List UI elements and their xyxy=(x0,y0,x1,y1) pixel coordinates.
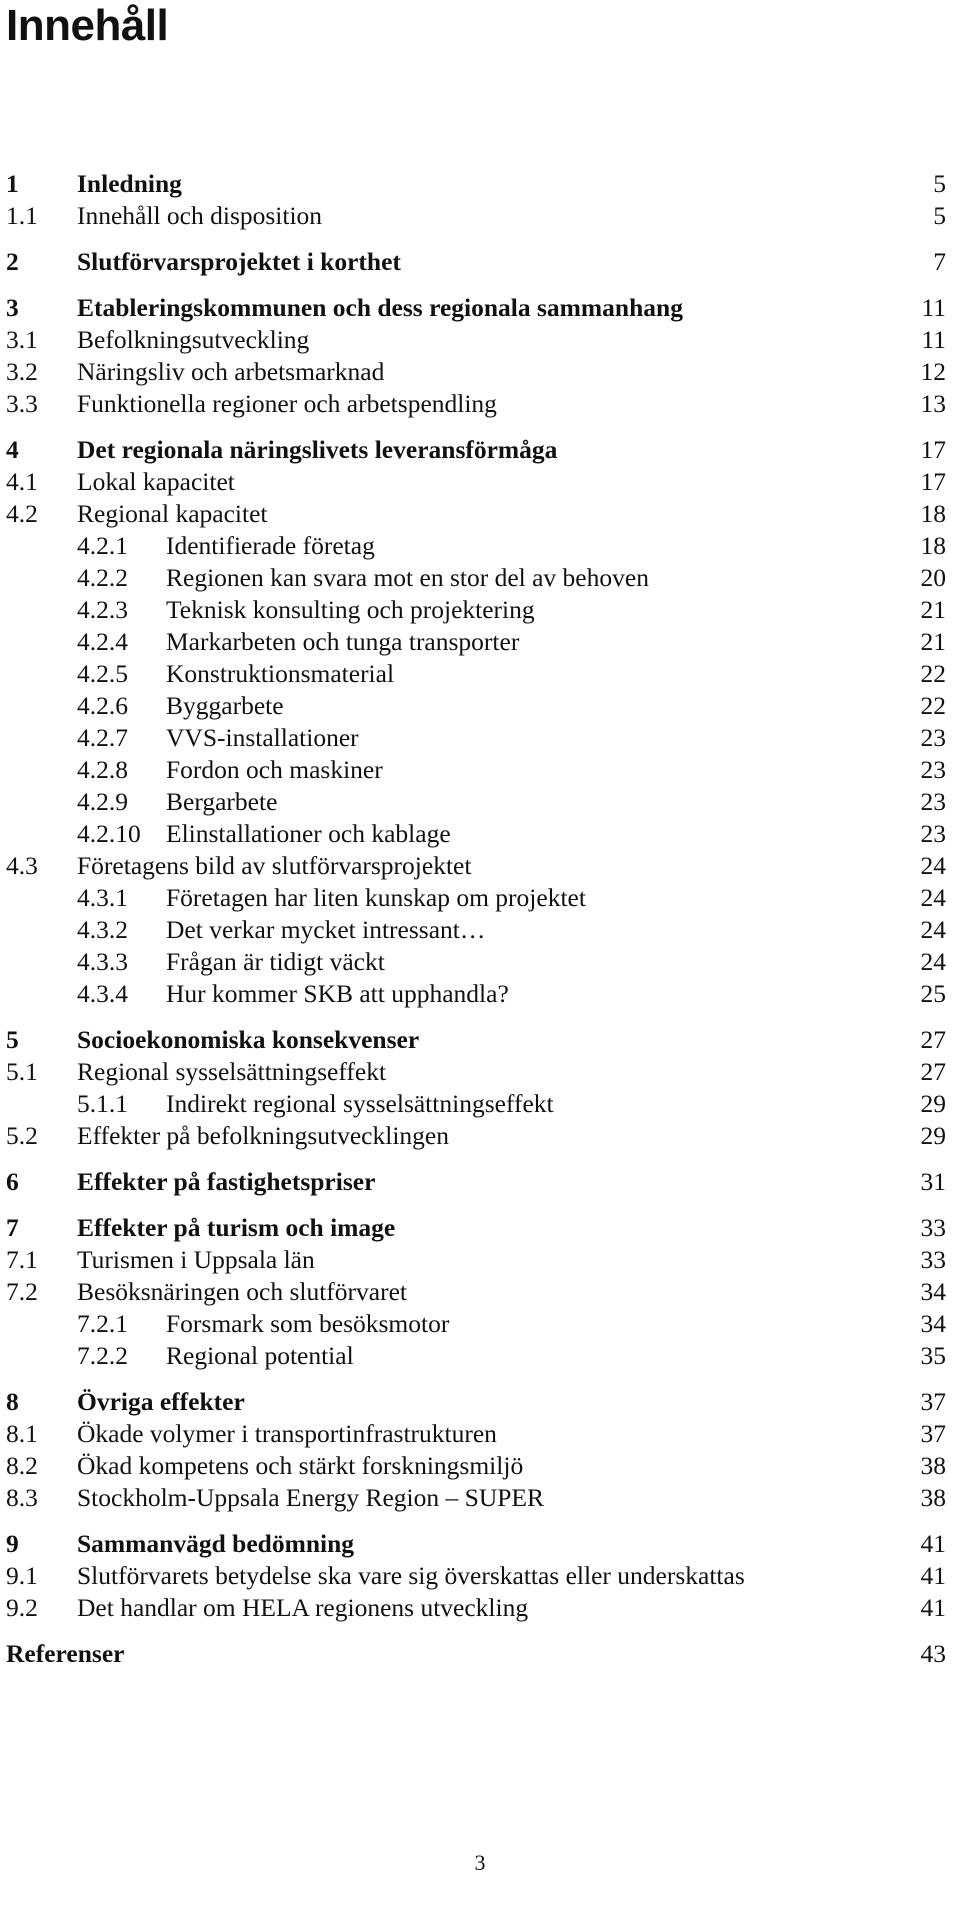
toc-entry-page: 13 xyxy=(920,389,946,418)
toc-entry[interactable] xyxy=(0,978,960,1010)
toc-entry[interactable] xyxy=(0,1592,960,1624)
toc-entry[interactable] xyxy=(0,324,960,356)
toc-entry-page: 38 xyxy=(920,1483,946,1512)
toc-entry-page: 12 xyxy=(920,357,946,386)
toc-entry[interactable] xyxy=(0,200,960,232)
toc-entry-page: 34 xyxy=(920,1277,946,1306)
toc-entry-title: Lokal kapacitet xyxy=(77,467,235,496)
toc-entry-number: 3.1 xyxy=(6,325,38,354)
toc-entry[interactable] xyxy=(0,1386,960,1418)
toc-entry[interactable] xyxy=(0,850,960,882)
toc-entry-number: 1.1 xyxy=(6,201,38,230)
toc-entry-number: 5.1.1 xyxy=(77,1089,128,1118)
toc-entry-page: 38 xyxy=(920,1451,946,1480)
toc-entry-title: Frågan är tidigt väckt xyxy=(166,947,385,976)
toc-entry[interactable] xyxy=(0,530,960,562)
toc-entry[interactable] xyxy=(0,1450,960,1482)
toc-entry[interactable] xyxy=(0,1088,960,1120)
toc-entry[interactable] xyxy=(0,292,960,324)
toc-entry-title: Besöksnäringen och slutförvaret xyxy=(77,1277,407,1306)
toc-entry[interactable] xyxy=(0,1212,960,1244)
toc-entry-title: Elinstallationer och kablage xyxy=(166,819,451,848)
toc-entry-page: 29 xyxy=(920,1089,946,1118)
toc-entry-number: 3 xyxy=(6,293,19,322)
toc-entry-title: Regionen kan svara mot en stor del av behoven xyxy=(166,563,649,592)
toc-entry-title: Det handlar om HELA regionens utveckling xyxy=(77,1593,529,1622)
toc-entry-page: 22 xyxy=(920,659,946,688)
toc-entry-title: Innehåll och disposition xyxy=(77,201,323,230)
toc-entry-title: Företagens bild av slutförvarsprojektet xyxy=(77,851,472,880)
toc-entry-title: Det regionala näringslivets leveransförmåga xyxy=(77,435,558,464)
toc-entry-page: 18 xyxy=(920,499,946,528)
toc-entry[interactable] xyxy=(0,690,960,722)
toc-entry-number: 4 xyxy=(6,435,19,464)
toc-entry-number: 7.2.1 xyxy=(77,1309,128,1338)
toc-entry-title: Turismen i Uppsala län xyxy=(77,1245,315,1274)
toc-entry-title: Ökade volymer i transportinfrastrukturen xyxy=(77,1419,497,1448)
toc-entry-page: 23 xyxy=(920,723,946,752)
toc-entry-number: 4.2 xyxy=(6,499,38,528)
toc-entry-title: Referenser xyxy=(6,1639,125,1668)
toc-entry[interactable] xyxy=(0,1024,960,1056)
toc-entry-title: Det verkar mycket intressant… xyxy=(166,915,486,944)
toc-entry-title: Indirekt regional sysselsättningseffekt xyxy=(166,1089,554,1118)
toc-entry-number: 4.2.9 xyxy=(77,787,128,816)
toc-entry-number: 7 xyxy=(6,1213,19,1242)
toc-entry-number: 8.2 xyxy=(6,1451,38,1480)
toc-entry-page: 27 xyxy=(920,1057,946,1086)
toc-entry-page: 41 xyxy=(920,1593,946,1622)
page-number: 3 xyxy=(474,1850,486,1875)
toc-entry-page: 27 xyxy=(920,1025,946,1054)
toc-entry[interactable] xyxy=(0,626,960,658)
toc-entry-number: 3.3 xyxy=(6,389,38,418)
toc-entry[interactable] xyxy=(0,388,960,420)
toc-entry-title: Sammanvägd bedömning xyxy=(77,1529,355,1558)
toc-entry-title: Stockholm-Uppsala Energy Region – SUPER xyxy=(77,1483,545,1512)
toc-entry-page: 18 xyxy=(920,531,946,560)
toc-entry-title: Slutförvarsprojektet i korthet xyxy=(77,247,401,276)
toc-entry-number: 2 xyxy=(6,247,19,276)
toc-entry-title: Socioekonomiska konsekvenser xyxy=(77,1025,420,1054)
toc-entry[interactable] xyxy=(0,722,960,754)
toc-entry-number: 7.1 xyxy=(6,1245,38,1274)
toc-entry[interactable] xyxy=(0,1308,960,1340)
toc-entry-title: Effekter på turism och image xyxy=(77,1213,396,1242)
toc-entry-title: Slutförvarets betydelse ska vare sig överskattas eller underskattas xyxy=(77,1561,745,1590)
toc-entry-title: Funktionella regioner och arbetspendling xyxy=(77,389,497,418)
toc-entry[interactable] xyxy=(0,1482,960,1514)
toc-entry[interactable] xyxy=(0,168,960,200)
toc-entry[interactable] xyxy=(0,786,960,818)
toc-entry-page: 5 xyxy=(933,169,946,198)
toc-entry-number: 4.3.3 xyxy=(77,947,128,976)
toc-entry[interactable] xyxy=(0,562,960,594)
toc-entry-number: 4.2.1 xyxy=(77,531,128,560)
toc-entry[interactable] xyxy=(0,1560,960,1592)
toc-entry[interactable] xyxy=(0,1056,960,1088)
toc-entry-page: 24 xyxy=(920,851,946,880)
toc-entry-title: Konstruktionsmaterial xyxy=(166,659,395,688)
toc-entry-number: 4.2.7 xyxy=(77,723,128,752)
toc-entry-page: 25 xyxy=(920,979,946,1008)
toc-entry-title: Effekter på fastighetspriser xyxy=(77,1167,376,1196)
toc-entry[interactable] xyxy=(0,658,960,690)
toc-entry-title: Fordon och maskiner xyxy=(166,755,383,784)
toc-entry[interactable] xyxy=(0,1638,960,1670)
toc-entry-page: 34 xyxy=(920,1309,946,1338)
toc-entry-title: Identifierade företag xyxy=(166,531,375,560)
toc-entry-number: 8 xyxy=(6,1387,19,1416)
toc-entry[interactable] xyxy=(0,818,960,850)
toc-entry[interactable] xyxy=(0,914,960,946)
toc-entry-number: 4.2.10 xyxy=(77,819,141,848)
toc-entry-title: Regional sysselsättningseffekt xyxy=(77,1057,387,1086)
toc-entry-number: 9.1 xyxy=(6,1561,38,1590)
toc-entry-title: Näringsliv och arbetsmarknad xyxy=(77,357,385,386)
toc-entry-title: Byggarbete xyxy=(166,691,284,720)
toc-entry-page: 21 xyxy=(920,595,946,624)
toc-entry[interactable] xyxy=(0,882,960,914)
toc-entry[interactable] xyxy=(0,434,960,466)
toc-entry[interactable] xyxy=(0,466,960,498)
toc-entry[interactable] xyxy=(0,1418,960,1450)
toc-entry[interactable] xyxy=(0,946,960,978)
toc-entry-number: 6 xyxy=(6,1167,19,1196)
toc-entry[interactable] xyxy=(0,594,960,626)
toc-entry-title: Regional kapacitet xyxy=(77,499,268,528)
toc-entry[interactable] xyxy=(0,1528,960,1560)
toc-entry-page: 23 xyxy=(920,819,946,848)
toc-entry-number: 9.2 xyxy=(6,1593,38,1622)
toc-entry[interactable] xyxy=(0,1276,960,1308)
toc-entry-number: 1 xyxy=(6,169,19,198)
page-title: Innehåll xyxy=(6,1,169,50)
toc-entry-page: 31 xyxy=(920,1167,946,1196)
toc-entry-number: 4.3.2 xyxy=(77,915,128,944)
toc-entry-page: 7 xyxy=(933,247,946,276)
toc-entry-title: Etableringskommunen och dess regionala sammanhang xyxy=(77,293,683,322)
toc-entry-page: 43 xyxy=(920,1639,946,1668)
toc-entry-title: Effekter på befolkningsutvecklingen xyxy=(77,1121,449,1150)
toc-entry-number: 3.2 xyxy=(6,357,38,386)
toc-entry-page: 11 xyxy=(921,325,946,354)
toc-entry-page: 33 xyxy=(920,1245,946,1274)
toc-entry-page: 41 xyxy=(920,1529,946,1558)
toc-entry-number: 4.2.5 xyxy=(77,659,128,688)
toc-entry-number: 9 xyxy=(6,1529,19,1558)
toc-entry-title: Befolkningsutveckling xyxy=(77,325,310,354)
toc-entry-title: Företagen har liten kunskap om projektet xyxy=(166,883,586,912)
toc-entry-page: 20 xyxy=(920,563,946,592)
toc-entry-page: 29 xyxy=(920,1121,946,1150)
toc-entry-page: 5 xyxy=(933,201,946,230)
toc-entry-title: Teknisk konsulting och projektering xyxy=(166,595,535,624)
toc-entry-number: 5.1 xyxy=(6,1057,38,1086)
toc-entry-title: Inledning xyxy=(77,169,182,198)
toc-entry-number: 5.2 xyxy=(6,1121,38,1150)
table-of-contents xyxy=(0,168,960,1670)
toc-entry-page: 41 xyxy=(920,1561,946,1590)
toc-entry-page: 35 xyxy=(920,1341,946,1370)
toc-entry-number: 4.2.8 xyxy=(77,755,128,784)
toc-entry-page: 37 xyxy=(920,1387,946,1416)
toc-entry-page: 22 xyxy=(920,691,946,720)
toc-entry-title: Bergarbete xyxy=(166,787,278,816)
toc-entry[interactable] xyxy=(0,1166,960,1198)
toc-entry-number: 4.2.3 xyxy=(77,595,128,624)
toc-entry-page: 23 xyxy=(920,755,946,784)
toc-entry-number: 7.2.2 xyxy=(77,1341,128,1370)
toc-entry-number: 5 xyxy=(6,1025,19,1054)
toc-entry[interactable] xyxy=(0,754,960,786)
toc-entry[interactable] xyxy=(0,356,960,388)
toc-entry[interactable] xyxy=(0,1120,960,1152)
toc-entry-number: 7.2 xyxy=(6,1277,38,1306)
toc-entry-page: 37 xyxy=(920,1419,946,1448)
toc-entry-page: 33 xyxy=(920,1213,946,1242)
toc-entry-title: Hur kommer SKB att upphandla? xyxy=(166,979,509,1008)
toc-entry[interactable] xyxy=(0,1244,960,1276)
toc-entry-title: Markarbeten och tunga transporter xyxy=(166,627,520,656)
toc-entry-page: 24 xyxy=(920,915,946,944)
toc-entry-number: 4.3.4 xyxy=(77,979,128,1008)
toc-entry-number: 4.2.4 xyxy=(77,627,128,656)
toc-entry-number: 4.2.6 xyxy=(77,691,128,720)
toc-entry-page: 21 xyxy=(920,627,946,656)
toc-entry-number: 4.1 xyxy=(6,467,38,496)
toc-entry[interactable] xyxy=(0,246,960,278)
toc-entry-page: 24 xyxy=(920,883,946,912)
toc-entry[interactable] xyxy=(0,1340,960,1372)
toc-entry-title: Övriga effekter xyxy=(77,1387,245,1416)
toc-entry-number: 4.3.1 xyxy=(77,883,128,912)
toc-entry-title: Forsmark som besöksmotor xyxy=(166,1309,450,1338)
toc-entry-page: 11 xyxy=(921,293,946,322)
toc-entry-title: Regional potential xyxy=(166,1341,354,1370)
toc-entry-page: 24 xyxy=(920,947,946,976)
toc-entry-title: VVS-installationer xyxy=(166,723,359,752)
toc-entry-number: 8.1 xyxy=(6,1419,38,1448)
toc-entry-title: Ökad kompetens och stärkt forskningsmiljö xyxy=(77,1451,524,1480)
toc-entry-page: 17 xyxy=(920,467,946,496)
toc-entry[interactable] xyxy=(0,498,960,530)
toc-entry-number: 4.3 xyxy=(6,851,38,880)
toc-entry-number: 4.2.2 xyxy=(77,563,128,592)
toc-entry-number: 8.3 xyxy=(6,1483,38,1512)
toc-entry-page: 23 xyxy=(920,787,946,816)
toc-entry-page: 17 xyxy=(920,435,946,464)
